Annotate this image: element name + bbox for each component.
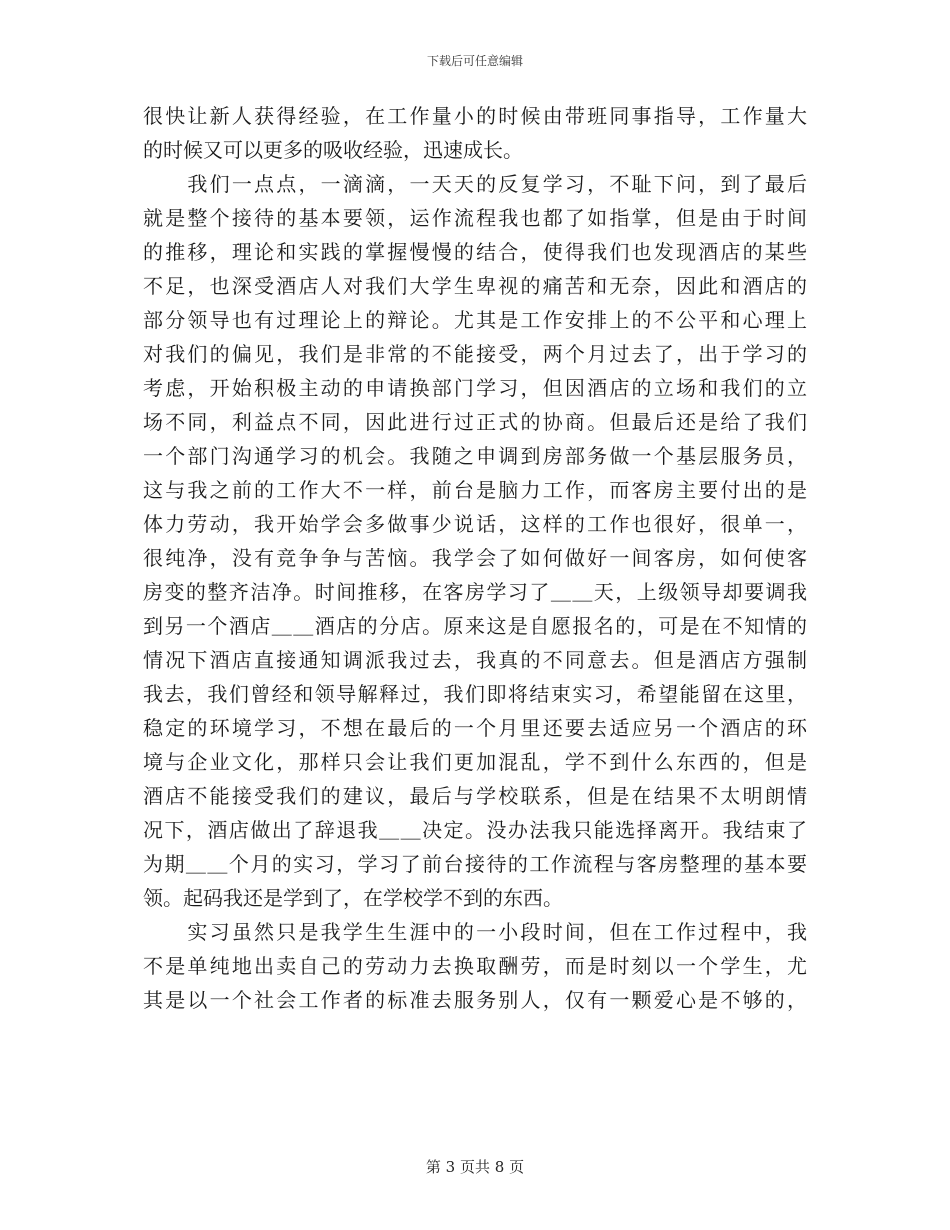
text-line: 不足，也深受酒店人对我们大学生卑视的痛苦和无奈，因此和酒店的 bbox=[143, 274, 807, 298]
text-line: 稳定的环境学习，不想在最后的一个月里还要去适应另一个酒店的环 bbox=[143, 716, 807, 740]
text-line: 为期＿＿个月的实习，学习了前台接待的工作流程与客房整理的基本要 bbox=[143, 852, 807, 876]
text-line: 境与企业文化，那样只会让我们更加混乱，学不到什么东西的，但是 bbox=[143, 750, 807, 774]
text-line: 就是整个接待的基本要领，运作流程我也都了如指掌，但是由于时间 bbox=[143, 206, 807, 230]
text-line: 况下，酒店做出了辞退我＿＿决定。没办法我只能选择离开。我结束了 bbox=[143, 818, 807, 842]
text-line: 很纯净，没有竞争争与苦恼。我学会了如何做好一间客房，如何使客 bbox=[143, 546, 807, 570]
text-line: 领。起码我还是学到了，在学校学不到的东西。 bbox=[143, 886, 563, 910]
text-line: 很快让新人获得经验，在工作量小的时候由带班同事指导，工作量大 bbox=[143, 104, 807, 128]
text-line: 部分领导也有过理论上的辩论。尤其是工作安排上的不公平和心理上 bbox=[143, 308, 807, 332]
text-line: 情况下酒店直接通知调派我过去，我真的不同意去。但是酒店方强制 bbox=[143, 648, 807, 672]
text-line: 对我们的偏见，我们是非常的不能接受，两个月过去了，出于学习的 bbox=[143, 342, 807, 366]
text-line: 我去，我们曾经和领导解释过，我们即将结束实习，希望能留在这里， bbox=[143, 682, 807, 706]
page-header: 下载后可任意编辑 bbox=[426, 54, 523, 68]
text-line: 的时候又可以更多的吸收经验，迅速成长。 bbox=[143, 138, 523, 162]
text-line: 我们一点点，一滴滴，一天天的反复学习，不耻下问，到了最后 bbox=[143, 172, 807, 196]
text-line: 不是单纯地出卖自己的劳动力去换取酬劳，而是时刻以一个学生，尤 bbox=[143, 954, 807, 978]
text-line: 其是以一个社会工作者的标准去服务别人，仅有一颗爱心是不够的， bbox=[143, 988, 807, 1012]
text-line: 场不同，利益点不同，因此进行过正式的协商。但最后还是给了我们 bbox=[143, 410, 807, 434]
page-footer: 第 3 页共 8 页 bbox=[425, 1158, 525, 1176]
text-line: 到另一个酒店＿＿酒店的分店。原来这是自愿报名的，可是在不知情的 bbox=[143, 614, 807, 638]
text-line: 一个部门沟通学习的机会。我随之申调到房部务做一个基层服务员， bbox=[143, 444, 807, 468]
text-line: 房变的整齐洁净。时间推移，在客房学习了＿＿天，上级领导却要调我 bbox=[143, 580, 807, 604]
document-body bbox=[143, 99, 807, 1017]
text-line: 实习虽然只是我学生生涯中的一小段时间，但在工作过程中，我 bbox=[143, 920, 807, 944]
text-line: 体力劳动，我开始学会多做事少说话，这样的工作也很好，很单一， bbox=[143, 512, 807, 536]
text-line: 的推移，理论和实践的掌握慢慢的结合，使得我们也发现酒店的某些 bbox=[143, 240, 807, 264]
text-line: 酒店不能接受我们的建议，最后与学校联系，但是在结果不太明朗情 bbox=[143, 784, 807, 808]
text-line: 这与我之前的工作大不一样，前台是脑力工作，而客房主要付出的是 bbox=[143, 478, 807, 502]
text-line: 考虑，开始积极主动的申请换部门学习，但因酒店的立场和我们的立 bbox=[143, 376, 807, 400]
